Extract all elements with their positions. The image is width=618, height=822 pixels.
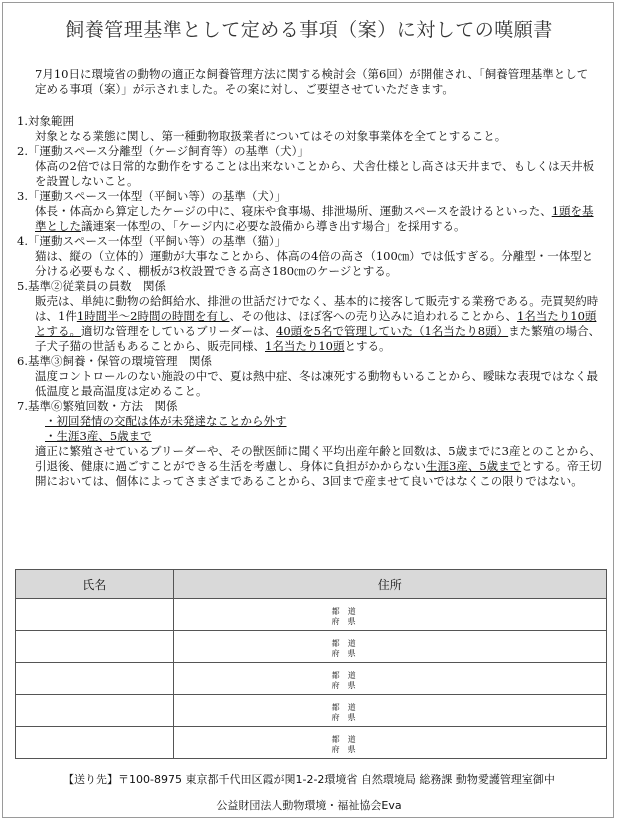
section-6-text: 温度コントロールのない施設の中で、夏は熱中症、冬は凍死する動物もいることから、曖昧な表現ではなく最低温度と最高温度は定めること。 (35, 369, 599, 398)
document-title: 飼養管理基準として定める事項（案）に対しての嘆願書 (65, 19, 553, 41)
request-list (17, 114, 603, 489)
prefecture-label (314, 666, 374, 691)
prefecture-label-line1: 都 道 (331, 671, 356, 680)
section-1-text: 対象となる業態に関し、第一種動物取扱業者についてはその対象事業体を全てとすること。 (35, 129, 507, 143)
signature-row (16, 727, 607, 759)
prefecture-label (314, 634, 374, 659)
prefecture-label-line2: 府 県 (331, 617, 356, 626)
organization-name: 公益財団法人動物環境・福祉協会Eva (216, 799, 402, 812)
section-7-part1: 適正に繁殖させているブリーダーや、その獣医師に聞く平均出産年齢と回数は、5歳までに3産とのことから、引退後、健康に過ごすことができる生活を考慮し、身体に負担がかからない (35, 444, 601, 473)
section-7-bullet-2-text: ・生涯3産、5歳まで (45, 429, 152, 443)
prefecture-label-line1: 都 道 (331, 639, 356, 648)
prefecture-label (314, 602, 374, 627)
address-cell[interactable] (173, 663, 606, 695)
section-5-part1: 販売は、単純に動物の給餌給水、排泄の世話だけでなく、基本的に接客して販売する業務である。売買契約時は、1件 (35, 294, 599, 323)
prefecture-label-line2: 府 県 (331, 745, 356, 754)
name-cell[interactable] (16, 599, 174, 631)
section-4-text: 猫は、縦の（立体的）運動が大事なことから、体高の4倍の高さ（100㎝）では低すぎる。分離型・一体型と分ける必要もなく、棚板が3枚設置できる高さ180㎝のケージとする。 (35, 249, 594, 278)
section-5-underline4: 1名当たり10頭 (265, 339, 345, 353)
signature-row (16, 695, 607, 727)
section-5-part3: 適切な管理をしているブリーダーは、 (81, 324, 277, 338)
section-5-text (17, 294, 603, 354)
address-cell[interactable] (173, 695, 606, 727)
section-3-heading: 3.「運動スペース一体型（平飼い等）の基準（犬）」 (17, 189, 287, 203)
section-5-part5: とする。 (344, 339, 391, 353)
section-7-bullet-2 (17, 429, 603, 444)
prefecture-label-line1: 都 道 (331, 735, 356, 744)
signature-row (16, 663, 607, 695)
section-7-part2: とする。帝王切開においては、個体によってさまざまであることから、3回まで産ませて良いではなくこの限りではない。 (35, 459, 602, 488)
section-3-text-part3: 議連案一体型の、「ケージ内に必要な設備から導き出す場合」を採用する。 (81, 219, 466, 233)
section-7-heading: 7.基準⑥繁殖回数・方法 関係 (17, 399, 178, 413)
prefecture-label (314, 698, 374, 723)
section-5-heading: 5.基準②従業員の員数 関係 (17, 279, 166, 293)
section-5-part4: また繁殖の場合、子犬子猫の世話もあることから、販売同様、 (35, 324, 601, 353)
petition-page (2, 2, 614, 818)
section-3-text-part1: 体長・体高から算定したケージの中に、寝床や食事場、排泄場所、運動スペースを設ける (35, 204, 495, 218)
name-cell[interactable] (16, 663, 174, 695)
prefecture-label (314, 730, 374, 755)
address-cell[interactable] (173, 599, 606, 631)
section-3-text-part2: といった、 (494, 204, 552, 218)
section-5-underline1: 1時間半～2時間の時間を有し (76, 309, 230, 323)
section-3-underlined: 1頭を基準とした (35, 204, 594, 233)
section-2-heading: 2.「運動スペース分離型（ケージ飼育等）の基準（犬）」 (17, 144, 309, 158)
section-7-text (17, 444, 603, 489)
section-6-heading: 6.基準③飼養・保管の環境管理 関係 (17, 354, 212, 368)
section-4-heading: 4.「運動スペース一体型（平飼い等）の基準（猫）」 (17, 234, 287, 248)
send-to-address: 【送り先】〒100-8975 東京都千代田区霞が関1-2-2環境省 自然環境局 総務課 動物愛護管理室御中 (63, 773, 555, 786)
section-7-bullet-1-text: ・初回発情の交配は体が未発達なことから外す (45, 414, 287, 428)
address-cell[interactable] (173, 727, 606, 759)
section-2-text: 体高の2倍では日常的な動作をすることは出来ないことから、犬舎仕様とし高さは天井まで、もしくは天井板を設置しないこと。 (35, 159, 595, 188)
signature-row (16, 631, 607, 663)
section-3-text (17, 204, 603, 234)
prefecture-label-line2: 府 県 (331, 649, 356, 658)
section-5-underline3: 40頭を5名で管理していた（1名当たり8頭） (276, 324, 509, 338)
name-cell[interactable] (16, 631, 174, 663)
name-cell[interactable] (16, 727, 174, 759)
address-cell[interactable] (173, 631, 606, 663)
section-5-underline2: 1名当たり10頭とする。 (35, 309, 597, 338)
intro-paragraph: 7月10日に環境省の動物の適正な飼養管理方法に関する検討会（第6回）が開催され、「飼養管理基準として定める事項（案）」が示されました。その案に対し、ご要望させていただきます。 (35, 67, 589, 96)
section-5-part2: 、その他は、ほぼ客への売り込みに追われることから、 (229, 309, 517, 323)
signature-row (16, 599, 607, 631)
name-column-header: 氏名 (16, 570, 174, 599)
prefecture-label-line1: 都 道 (331, 703, 356, 712)
prefecture-label-line1: 都 道 (331, 607, 356, 616)
prefecture-label-line2: 府 県 (331, 681, 356, 690)
section-7-bullet-1 (17, 414, 603, 429)
address-column-header: 住所 (173, 570, 606, 599)
name-cell[interactable] (16, 695, 174, 727)
section-7-underline: 生涯3産、5歳まで (426, 459, 522, 473)
signature-table (15, 569, 607, 759)
prefecture-label-line2: 府 県 (331, 713, 356, 722)
section-1-heading: 1.対象範囲 (17, 114, 74, 128)
signature-table-header (16, 570, 607, 599)
